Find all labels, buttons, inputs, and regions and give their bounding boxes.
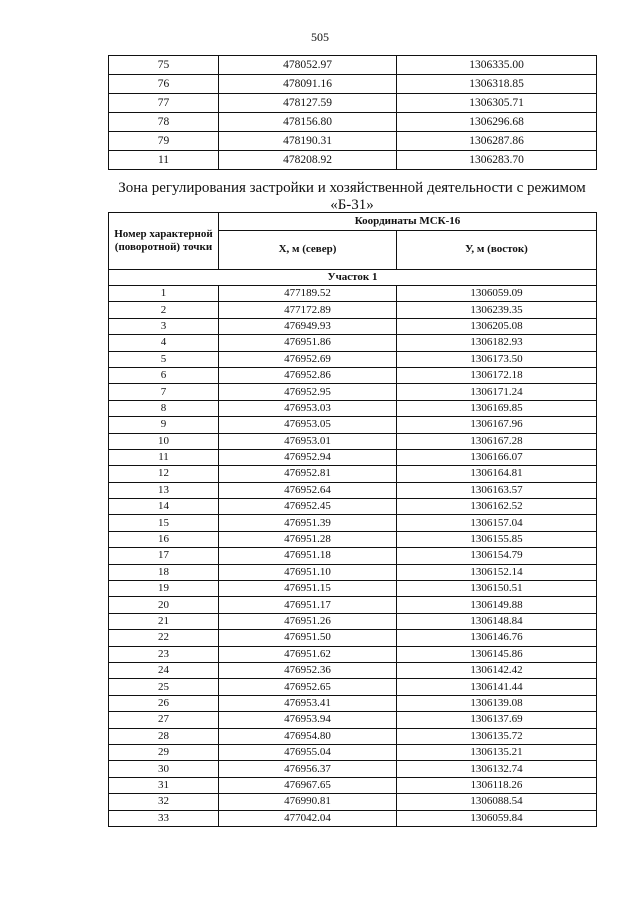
point-number-cell: 5 (109, 351, 219, 367)
table-row (109, 794, 597, 810)
x-coordinate-cell: 476953.41 (219, 695, 397, 711)
y-coordinate-cell: 1306157.04 (397, 515, 597, 531)
table-row (109, 531, 597, 547)
table-row (109, 548, 597, 564)
table-row (109, 56, 597, 75)
x-coordinate-cell: 476952.69 (219, 351, 397, 367)
table-row (109, 132, 597, 151)
point-number-cell: 17 (109, 548, 219, 564)
x-coordinate-cell: 476951.26 (219, 613, 397, 629)
x-coordinate-cell: 476952.45 (219, 499, 397, 515)
x-coordinate-cell: 478208.92 (219, 151, 397, 170)
point-number-cell: 75 (109, 56, 219, 75)
y-coordinate-cell: 1306149.88 (397, 597, 597, 613)
table-row (109, 712, 597, 728)
x-coordinate-cell: 476990.81 (219, 794, 397, 810)
x-coordinate-cell: 476955.04 (219, 744, 397, 760)
point-number-cell: 10 (109, 433, 219, 449)
point-number-cell: 11 (109, 151, 219, 170)
table-row (109, 662, 597, 678)
y-coordinate-cell: 1306132.74 (397, 761, 597, 777)
point-number-cell: 3 (109, 318, 219, 334)
table-row (109, 335, 597, 351)
table-row (109, 94, 597, 113)
y-coordinate-cell: 1306142.42 (397, 662, 597, 678)
point-number-cell: 14 (109, 499, 219, 515)
point-number-cell: 13 (109, 482, 219, 498)
point-number-cell: 1 (109, 286, 219, 302)
top-coordinates-table (108, 55, 597, 170)
y-coordinate-cell: 1306088.54 (397, 794, 597, 810)
x-coordinate-cell: 476952.95 (219, 384, 397, 400)
header-y-east: У, м (восток) (397, 230, 597, 269)
point-number-cell: 21 (109, 613, 219, 629)
table-row (109, 761, 597, 777)
table-row (109, 728, 597, 744)
x-coordinate-cell: 476952.81 (219, 466, 397, 482)
y-coordinate-cell: 1306166.07 (397, 449, 597, 465)
x-coordinate-cell: 476951.17 (219, 597, 397, 613)
table-row (109, 286, 597, 302)
y-coordinate-cell: 1306296.68 (397, 113, 597, 132)
y-coordinate-cell: 1306118.26 (397, 777, 597, 793)
y-coordinate-cell: 1306155.85 (397, 531, 597, 547)
x-coordinate-cell: 476951.10 (219, 564, 397, 580)
x-coordinate-cell: 477172.89 (219, 302, 397, 318)
y-coordinate-cell: 1306150.51 (397, 581, 597, 597)
y-coordinate-cell: 1306137.69 (397, 712, 597, 728)
x-coordinate-cell: 476951.39 (219, 515, 397, 531)
zone-coordinates-table (108, 212, 597, 827)
point-number-cell: 15 (109, 515, 219, 531)
point-number-cell: 30 (109, 761, 219, 777)
x-coordinate-cell: 477042.04 (219, 810, 397, 826)
y-coordinate-cell: 1306148.84 (397, 613, 597, 629)
y-coordinate-cell: 1306141.44 (397, 679, 597, 695)
table-row (109, 564, 597, 580)
point-number-cell: 33 (109, 810, 219, 826)
x-coordinate-cell: 476953.03 (219, 400, 397, 416)
point-number-cell: 23 (109, 646, 219, 662)
x-coordinate-cell: 476953.01 (219, 433, 397, 449)
table-row (109, 695, 597, 711)
table-row (109, 318, 597, 334)
y-coordinate-cell: 1306059.84 (397, 810, 597, 826)
x-coordinate-cell: 476952.64 (219, 482, 397, 498)
x-coordinate-cell: 476951.50 (219, 630, 397, 646)
y-coordinate-cell: 1306139.08 (397, 695, 597, 711)
point-number-cell: 19 (109, 581, 219, 597)
point-number-cell: 24 (109, 662, 219, 678)
y-coordinate-cell: 1306171.24 (397, 384, 597, 400)
table-row (109, 384, 597, 400)
table-row (109, 367, 597, 383)
table-row (109, 433, 597, 449)
x-coordinate-cell: 476954.80 (219, 728, 397, 744)
x-coordinate-cell: 476949.93 (219, 318, 397, 334)
table-row (109, 646, 597, 662)
table-row (109, 777, 597, 793)
point-number-cell: 9 (109, 417, 219, 433)
point-number-cell: 27 (109, 712, 219, 728)
x-coordinate-cell: 476951.86 (219, 335, 397, 351)
y-coordinate-cell: 1306152.14 (397, 564, 597, 580)
x-coordinate-cell: 478052.97 (219, 56, 397, 75)
y-coordinate-cell: 1306318.85 (397, 75, 597, 94)
y-coordinate-cell: 1306287.86 (397, 132, 597, 151)
header-x-north: X, м (север) (219, 230, 397, 269)
y-coordinate-cell: 1306173.50 (397, 351, 597, 367)
table-row (109, 581, 597, 597)
y-coordinate-cell: 1306146.76 (397, 630, 597, 646)
table-row (109, 499, 597, 515)
point-number-cell: 22 (109, 630, 219, 646)
table-row (109, 482, 597, 498)
y-coordinate-cell: 1306283.70 (397, 151, 597, 170)
table-row (109, 351, 597, 367)
table-row (109, 515, 597, 531)
point-number-cell: 18 (109, 564, 219, 580)
header-point-number: Номер характерной (поворотной) точки (109, 213, 219, 270)
table-row (109, 744, 597, 760)
y-coordinate-cell: 1306135.21 (397, 744, 597, 760)
x-coordinate-cell: 476952.36 (219, 662, 397, 678)
point-number-cell: 2 (109, 302, 219, 318)
table-row (109, 597, 597, 613)
point-number-cell: 20 (109, 597, 219, 613)
x-coordinate-cell: 476951.28 (219, 531, 397, 547)
table-row (109, 630, 597, 646)
y-coordinate-cell: 1306135.72 (397, 728, 597, 744)
point-number-cell: 25 (109, 679, 219, 695)
y-coordinate-cell: 1306335.00 (397, 56, 597, 75)
zone-heading: Зона регулирования застройки и хозяйственной деятельности с режимом «Б-31» (118, 180, 586, 213)
x-coordinate-cell: 478091.16 (219, 75, 397, 94)
x-coordinate-cell: 476953.05 (219, 417, 397, 433)
point-number-cell: 11 (109, 449, 219, 465)
y-coordinate-cell: 1306205.08 (397, 318, 597, 334)
x-coordinate-cell: 476953.94 (219, 712, 397, 728)
table-row (109, 75, 597, 94)
top-table-body (109, 56, 597, 170)
x-coordinate-cell: 478156.80 (219, 113, 397, 132)
x-coordinate-cell: 476952.86 (219, 367, 397, 383)
table-row (109, 810, 597, 826)
main-table-body (109, 286, 597, 827)
y-coordinate-cell: 1306154.79 (397, 548, 597, 564)
point-number-cell: 32 (109, 794, 219, 810)
y-coordinate-cell: 1306167.28 (397, 433, 597, 449)
point-number-cell: 26 (109, 695, 219, 711)
table-row (109, 302, 597, 318)
point-number-cell: 31 (109, 777, 219, 793)
y-coordinate-cell: 1306169.85 (397, 400, 597, 416)
point-number-cell: 79 (109, 132, 219, 151)
x-coordinate-cell: 476951.62 (219, 646, 397, 662)
point-number-cell: 4 (109, 335, 219, 351)
x-coordinate-cell: 476951.15 (219, 581, 397, 597)
x-coordinate-cell: 478190.31 (219, 132, 397, 151)
x-coordinate-cell: 476952.94 (219, 449, 397, 465)
y-coordinate-cell: 1306145.86 (397, 646, 597, 662)
point-number-cell: 77 (109, 94, 219, 113)
table-row (109, 113, 597, 132)
point-number-cell: 16 (109, 531, 219, 547)
table-row (109, 151, 597, 170)
table-row (109, 400, 597, 416)
table-row (109, 466, 597, 482)
point-number-cell: 78 (109, 113, 219, 132)
y-coordinate-cell: 1306182.93 (397, 335, 597, 351)
x-coordinate-cell: 477189.52 (219, 286, 397, 302)
x-coordinate-cell: 476951.18 (219, 548, 397, 564)
page-number: 505 (311, 30, 329, 44)
y-coordinate-cell: 1306305.71 (397, 94, 597, 113)
y-coordinate-cell: 1306162.52 (397, 499, 597, 515)
table-row (109, 449, 597, 465)
point-number-cell: 8 (109, 400, 219, 416)
table-row (109, 417, 597, 433)
x-coordinate-cell: 476956.37 (219, 761, 397, 777)
y-coordinate-cell: 1306167.96 (397, 417, 597, 433)
y-coordinate-cell: 1306163.57 (397, 482, 597, 498)
x-coordinate-cell: 478127.59 (219, 94, 397, 113)
y-coordinate-cell: 1306059.09 (397, 286, 597, 302)
y-coordinate-cell: 1306172.18 (397, 367, 597, 383)
x-coordinate-cell: 476967.65 (219, 777, 397, 793)
x-coordinate-cell: 476952.65 (219, 679, 397, 695)
section-label: Участок 1 (109, 270, 597, 286)
point-number-cell: 7 (109, 384, 219, 400)
y-coordinate-cell: 1306239.35 (397, 302, 597, 318)
point-number-cell: 28 (109, 728, 219, 744)
header-coordinates: Координаты МСК-16 (219, 213, 597, 231)
point-number-cell: 76 (109, 75, 219, 94)
point-number-cell: 29 (109, 744, 219, 760)
y-coordinate-cell: 1306164.81 (397, 466, 597, 482)
table-row (109, 613, 597, 629)
point-number-cell: 12 (109, 466, 219, 482)
point-number-cell: 6 (109, 367, 219, 383)
table-row (109, 679, 597, 695)
